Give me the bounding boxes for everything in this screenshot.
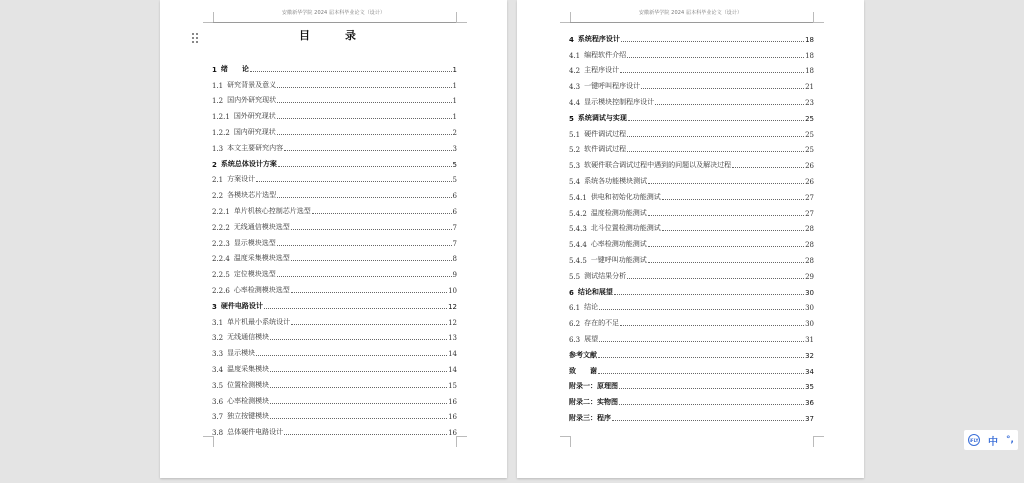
toc-entry-page-number: 6 xyxy=(452,207,457,216)
toc-entry[interactable] xyxy=(569,407,814,423)
toc-leader-dots xyxy=(291,260,452,261)
toc-entry-label: 单片机核心控制芯片选型 xyxy=(233,206,311,215)
toc-entry-label: 定位模块选型 xyxy=(233,270,276,279)
toc-entry-label: 存在的不足 xyxy=(584,319,620,328)
toc-leader-dots xyxy=(277,245,452,246)
toc-leader-dots xyxy=(619,404,804,405)
toc-entry-page-number: 16 xyxy=(448,429,457,438)
toc-entry-page-number: 25 xyxy=(805,146,814,155)
toc-leader-dots xyxy=(264,308,447,309)
toc-entry-label: 北斗位置检测功能测试 xyxy=(590,224,661,233)
toc-entry-page-number: 18 xyxy=(805,51,814,60)
toc-leader-dots xyxy=(627,278,804,279)
toc-list xyxy=(212,58,457,437)
toc-leader-dots xyxy=(312,213,452,214)
toc-leader-dots xyxy=(291,324,447,325)
toc-leader-dots xyxy=(648,262,804,263)
toc-entry[interactable] xyxy=(212,105,457,121)
toc-entry-number: 1.2.2 xyxy=(212,128,230,137)
toc-leader-dots xyxy=(619,388,804,389)
toc-entry-page-number: 5 xyxy=(452,160,457,169)
toc-entry[interactable] xyxy=(212,279,457,295)
header-rule xyxy=(213,22,456,23)
toc-entry-page-number: 31 xyxy=(805,335,814,344)
toc-entry-page-number: 36 xyxy=(805,399,814,408)
toc-entry[interactable] xyxy=(212,90,457,106)
toc-title: 目 录 xyxy=(299,29,368,42)
toc-entry-label: 本文主要研究内容 xyxy=(227,143,284,152)
toc-entry-label: 单片机最小系统设计 xyxy=(227,317,291,326)
toc-entry-page-number: 29 xyxy=(805,272,814,281)
toc-entry[interactable] xyxy=(569,91,814,107)
toc-entry-label: 系统程序设计 xyxy=(577,34,620,43)
toc-entry-label: 编程软件介绍 xyxy=(584,50,627,59)
toc-entry-label: 研究背景及意义 xyxy=(227,80,277,89)
toc-entry-page-number: 16 xyxy=(448,397,457,406)
toc-entry-number: 1.1 xyxy=(212,81,224,90)
toc-entry-label: 国外研究现状 xyxy=(233,112,276,121)
toc-leader-dots xyxy=(256,181,451,182)
toc-entry-number: 3 xyxy=(212,302,217,311)
toc-entry-number: 1.2 xyxy=(212,97,224,106)
toc-leader-dots xyxy=(620,325,804,326)
toc-entry-number: 3.6 xyxy=(212,397,224,406)
toc-entry-page-number: 12 xyxy=(448,318,457,327)
toc-leader-dots xyxy=(277,87,451,88)
toc-entry-page-number: 26 xyxy=(805,162,814,171)
toc-entry-page-number: 3 xyxy=(452,144,457,153)
toc-entry[interactable] xyxy=(569,391,814,407)
toc-entry-number: 5.5 xyxy=(569,272,581,281)
toc-entry[interactable] xyxy=(569,344,814,360)
toc-entry-label: 附录一：原理图 xyxy=(569,382,618,391)
toc-entry[interactable] xyxy=(569,265,814,281)
toc-entry-label: 各模块芯片选型 xyxy=(227,191,277,200)
toc-entry-page-number: 12 xyxy=(448,302,457,311)
toc-entry[interactable] xyxy=(212,184,457,200)
toc-entry-number: 5.4.4 xyxy=(569,241,587,250)
document-page-1[interactable] xyxy=(160,0,507,478)
header-rule xyxy=(570,22,813,23)
toc-entry-label: 国内外研究现状 xyxy=(227,96,277,105)
toc-entry-label: 无线通信模块选型 xyxy=(233,222,290,231)
toc-entry-page-number: 28 xyxy=(805,225,814,234)
toc-entry[interactable] xyxy=(569,170,814,186)
toc-entry-number: 4.1 xyxy=(569,51,581,60)
toc-entry-label: 心率检测模块 xyxy=(227,396,270,405)
toc-leader-dots xyxy=(655,104,804,105)
toc-entry-label: 一键呼叫功能测试 xyxy=(590,255,647,264)
toc-entry-number: 4.2 xyxy=(569,67,581,76)
toc-entry[interactable] xyxy=(212,263,457,279)
toc-entry-number: 2.2.4 xyxy=(212,255,230,264)
toc-leader-dots xyxy=(662,230,804,231)
toc-leader-dots xyxy=(620,72,804,73)
toc-leader-dots xyxy=(277,276,452,277)
toc-leader-dots xyxy=(278,166,452,167)
toc-entry[interactable] xyxy=(569,202,814,218)
toc-entry[interactable] xyxy=(212,390,457,406)
toc-entry[interactable] xyxy=(569,139,814,155)
toc-entry-page-number: 18 xyxy=(805,35,814,44)
toc-entry-number: 5.2 xyxy=(569,146,581,155)
toc-entry-label: 独立按键模块 xyxy=(227,412,270,421)
toc-entry[interactable] xyxy=(212,121,457,137)
toc-entry-page-number: 34 xyxy=(805,367,814,376)
toc-entry-page-number: 1 xyxy=(452,81,457,90)
toc-entry-label: 系统总体设计方案 xyxy=(220,159,277,168)
toc-entry-page-number: 28 xyxy=(805,241,814,250)
toc-leader-dots xyxy=(599,341,804,342)
toc-entry-label: 绪 论 xyxy=(220,64,249,73)
toc-entry[interactable] xyxy=(569,233,814,249)
margin-corner-mark xyxy=(560,436,571,447)
toc-entry-number: 3.3 xyxy=(212,350,224,359)
toc-entry-number: 2.2.5 xyxy=(212,271,230,280)
margin-corner-mark xyxy=(203,436,214,447)
toc-leader-dots xyxy=(598,357,804,358)
toc-entry-label: 结论和展望 xyxy=(577,287,613,296)
toc-entry-page-number: 1 xyxy=(452,65,457,74)
toc-entry-page-number: 21 xyxy=(805,83,814,92)
toc-entry[interactable] xyxy=(212,342,457,358)
toc-entry-page-number: 23 xyxy=(805,98,814,107)
toc-leader-dots xyxy=(284,150,451,151)
toc-leader-dots xyxy=(641,88,804,89)
toc-entry[interactable] xyxy=(569,123,814,139)
toc-entry-label: 一键呼叫程序设计 xyxy=(584,82,641,91)
page-header: 安徽新华学院 2024 届本科毕业论文（设计） xyxy=(638,10,743,16)
toc-entry-label: 心率检测模块选型 xyxy=(233,285,290,294)
toc-entry-number: 1.2.1 xyxy=(212,113,230,122)
page-header: 安徽新华学院 2024 届本科毕业论文（设计） xyxy=(281,10,386,16)
toc-entry-number: 3.1 xyxy=(212,318,224,327)
toc-entry[interactable] xyxy=(569,312,814,328)
toc-leader-dots xyxy=(732,167,804,168)
toc-entry-page-number: 30 xyxy=(805,288,814,297)
toc-entry-number: 4.4 xyxy=(569,98,581,107)
toc-entry[interactable] xyxy=(569,218,814,234)
toc-entry-label: 显示模块 xyxy=(227,349,256,358)
toc-entry[interactable] xyxy=(212,311,457,327)
toc-entry-label: 显示模块控制程序设计 xyxy=(584,97,655,106)
toc-entry[interactable] xyxy=(212,374,457,390)
toc-entry-number: 6 xyxy=(569,288,574,297)
toc-entry-number: 5.4.2 xyxy=(569,209,587,218)
toc-entry-page-number: 25 xyxy=(805,114,814,123)
toc-entry-label: 供电和初始化功能测试 xyxy=(590,192,661,201)
toc-entry-page-number: 8 xyxy=(452,255,457,264)
toc-leader-dots xyxy=(277,118,452,119)
toc-entry-page-number: 32 xyxy=(805,351,814,360)
toc-entry-page-number: 35 xyxy=(805,383,814,392)
toc-entry-label: 软件调试过程 xyxy=(584,145,627,154)
toc-entry-label: 系统调试与实现 xyxy=(577,113,627,122)
toc-entry-label: 附录三：程序 xyxy=(569,413,611,422)
toc-entry-number: 4.3 xyxy=(569,83,581,92)
toc-entry-label: 软硬件联合调试过程中遇到的问题以及解决过程 xyxy=(584,161,732,170)
toc-entry[interactable] xyxy=(569,297,814,313)
toc-entry-page-number: 18 xyxy=(805,67,814,76)
toc-leader-dots xyxy=(598,373,804,374)
toc-entry-number: 2 xyxy=(212,160,217,169)
toc-leader-dots xyxy=(291,229,452,230)
toc-entry-label: 显示模块选型 xyxy=(233,238,276,247)
toc-entry-label: 总体硬件电路设计 xyxy=(227,428,284,437)
toc-entry-page-number: 14 xyxy=(448,365,457,374)
toc-entry[interactable] xyxy=(569,376,814,392)
document-page-2[interactable] xyxy=(517,0,864,478)
toc-entry-number: 2.1 xyxy=(212,176,224,185)
toc-entry-label: 位置检测模块 xyxy=(227,380,270,389)
toc-entry-page-number: 27 xyxy=(805,193,814,202)
toc-entry[interactable] xyxy=(212,248,457,264)
toc-entry-label: 无线通信模块 xyxy=(227,333,270,342)
toc-entry-page-number: 15 xyxy=(448,381,457,390)
toc-leader-dots xyxy=(270,339,447,340)
toc-entry-number: 3.2 xyxy=(212,334,224,343)
toc-entry[interactable] xyxy=(569,360,814,376)
toc-entry-number: 2.2.6 xyxy=(212,286,230,295)
toc-entry-number: 5.4.3 xyxy=(569,225,587,234)
toc-entry-label: 温度检测功能测试 xyxy=(590,208,647,217)
toc-entry[interactable] xyxy=(569,28,814,44)
toc-entry-label: 方案设计 xyxy=(227,175,256,184)
toc-leader-dots xyxy=(621,41,804,42)
toc-entry-label: 测试结果分析 xyxy=(584,271,627,280)
toc-entry[interactable] xyxy=(212,137,457,153)
toc-entry-number: 1.3 xyxy=(212,144,224,153)
toc-leader-dots xyxy=(270,371,447,372)
toc-entry-label: 心率检测功能测试 xyxy=(590,240,647,249)
toc-entry-number: 4 xyxy=(569,35,574,44)
toc-entry-label: 结论 xyxy=(584,303,599,312)
margin-corner-mark xyxy=(813,436,824,447)
toc-entry[interactable] xyxy=(212,200,457,216)
toc-entry-number: 5.4.5 xyxy=(569,256,587,265)
toc-leader-dots xyxy=(277,197,451,198)
toc-entry-number: 3.7 xyxy=(212,413,224,422)
toc-entry-label: 硬件电路设计 xyxy=(220,301,263,310)
toc-leader-dots xyxy=(648,183,804,184)
toc-entry[interactable] xyxy=(569,281,814,297)
toc-entry-number: 5.3 xyxy=(569,162,581,171)
toc-entry-page-number: 10 xyxy=(448,286,457,295)
toc-entry-page-number: 14 xyxy=(448,350,457,359)
toc-entry-page-number: 37 xyxy=(805,414,814,423)
toc-entry[interactable] xyxy=(212,169,457,185)
toc-entry-page-number: 13 xyxy=(448,334,457,343)
toc-entry[interactable] xyxy=(569,154,814,170)
toc-leader-dots xyxy=(277,102,451,103)
ime-logo-icon[interactable]: iFLY xyxy=(968,434,980,446)
toc-leader-dots xyxy=(662,199,804,200)
toc-entry-number: 3.5 xyxy=(212,381,224,390)
toc-entry-number: 2.2 xyxy=(212,192,224,201)
toc-entry[interactable] xyxy=(212,232,457,248)
toc-leader-dots xyxy=(250,71,452,72)
ime-punctuation-toggle[interactable]: °, xyxy=(1006,435,1014,445)
toc-leader-dots xyxy=(284,434,447,435)
toc-entry-page-number: 9 xyxy=(452,271,457,280)
toc-entry-number: 2.2.1 xyxy=(212,207,230,216)
toc-leader-dots xyxy=(270,403,447,404)
toc-entry-page-number: 1 xyxy=(452,113,457,122)
toc-leader-dots xyxy=(648,215,804,216)
toc-entry-page-number: 30 xyxy=(805,304,814,313)
toc-entry[interactable] xyxy=(212,153,457,169)
toc-entry-number: 2.2.2 xyxy=(212,223,230,232)
toc-entry-number: 2.2.3 xyxy=(212,239,230,248)
toc-entry-number: 3.8 xyxy=(212,429,224,438)
toc-leader-dots xyxy=(277,134,452,135)
toc-list xyxy=(569,28,814,423)
toc-entry[interactable] xyxy=(569,328,814,344)
toc-entry[interactable] xyxy=(569,107,814,123)
toc-entry[interactable] xyxy=(569,249,814,265)
toc-leader-dots xyxy=(291,292,447,293)
toc-entry-label: 展望 xyxy=(584,334,599,343)
toc-entry-label: 温度采集模块选型 xyxy=(233,254,290,263)
toc-entry[interactable] xyxy=(212,74,457,90)
toc-leader-dots xyxy=(627,57,804,58)
toc-entry[interactable] xyxy=(212,58,457,74)
toc-leader-dots xyxy=(270,387,447,388)
toc-leader-dots xyxy=(627,136,804,137)
toc-entry[interactable] xyxy=(569,60,814,76)
toc-leader-dots xyxy=(612,420,804,421)
toc-entry-label: 主程序设计 xyxy=(584,66,620,75)
toc-entry-number: 5.4 xyxy=(569,177,581,186)
toc-entry-page-number: 5 xyxy=(452,176,457,185)
toc-entry-number: 1 xyxy=(212,65,217,74)
toc-entry[interactable] xyxy=(212,358,457,374)
toc-entry[interactable] xyxy=(212,421,457,437)
toc-entry[interactable] xyxy=(212,295,457,311)
toc-entry-page-number: 28 xyxy=(805,256,814,265)
toc-entry-label: 系统各功能模块测试 xyxy=(584,176,648,185)
toc-entry[interactable] xyxy=(569,44,814,60)
toc-entry-label: 参考文献 xyxy=(569,350,597,359)
toc-entry-label: 硬件调试过程 xyxy=(584,129,627,138)
toc-entry-page-number: 27 xyxy=(805,209,814,218)
toc-entry-number: 5 xyxy=(569,114,574,123)
toc-entry-page-number: 1 xyxy=(452,97,457,106)
toc-leader-dots xyxy=(270,418,447,419)
toc-entry-number: 3.4 xyxy=(212,365,224,374)
margin-corner-mark xyxy=(456,436,467,447)
toc-entry-label: 致 谢 xyxy=(569,366,597,375)
toc-leader-dots xyxy=(628,120,804,121)
toc-entry-page-number: 26 xyxy=(805,177,814,186)
toc-entry-page-number: 6 xyxy=(452,192,457,201)
toc-entry-label: 附录二：实物图 xyxy=(569,398,618,407)
toc-entry-label: 温度采集模块 xyxy=(227,364,270,373)
toc-entry[interactable] xyxy=(212,216,457,232)
toc-entry[interactable] xyxy=(212,327,457,343)
toc-leader-dots xyxy=(614,294,804,295)
toc-entry[interactable] xyxy=(569,186,814,202)
toc-entry[interactable] xyxy=(212,406,457,422)
toc-entry-number: 5.1 xyxy=(569,130,581,139)
toc-entry-number: 5.4.1 xyxy=(569,193,587,202)
toc-leader-dots xyxy=(648,246,804,247)
toc-entry-page-number: 30 xyxy=(805,320,814,329)
toc-entry-number: 6.1 xyxy=(569,304,581,313)
toc-leader-dots xyxy=(256,355,447,356)
toc-entry-page-number: 7 xyxy=(452,223,457,232)
toc-leader-dots xyxy=(627,151,804,152)
ime-toolbar[interactable] xyxy=(964,430,1018,450)
toc-entry-number: 6.2 xyxy=(569,320,581,329)
toc-leader-dots xyxy=(599,309,804,310)
toc-entry-page-number: 25 xyxy=(805,130,814,139)
ime-language-toggle[interactable]: 中 xyxy=(988,436,999,448)
toc-entry-number: 6.3 xyxy=(569,335,581,344)
toc-entry-page-number: 16 xyxy=(448,413,457,422)
toc-entry-label: 国内研究现状 xyxy=(233,127,276,136)
toc-entry[interactable] xyxy=(569,75,814,91)
toc-entry-page-number: 7 xyxy=(452,239,457,248)
toc-entry-page-number: 2 xyxy=(452,128,457,137)
